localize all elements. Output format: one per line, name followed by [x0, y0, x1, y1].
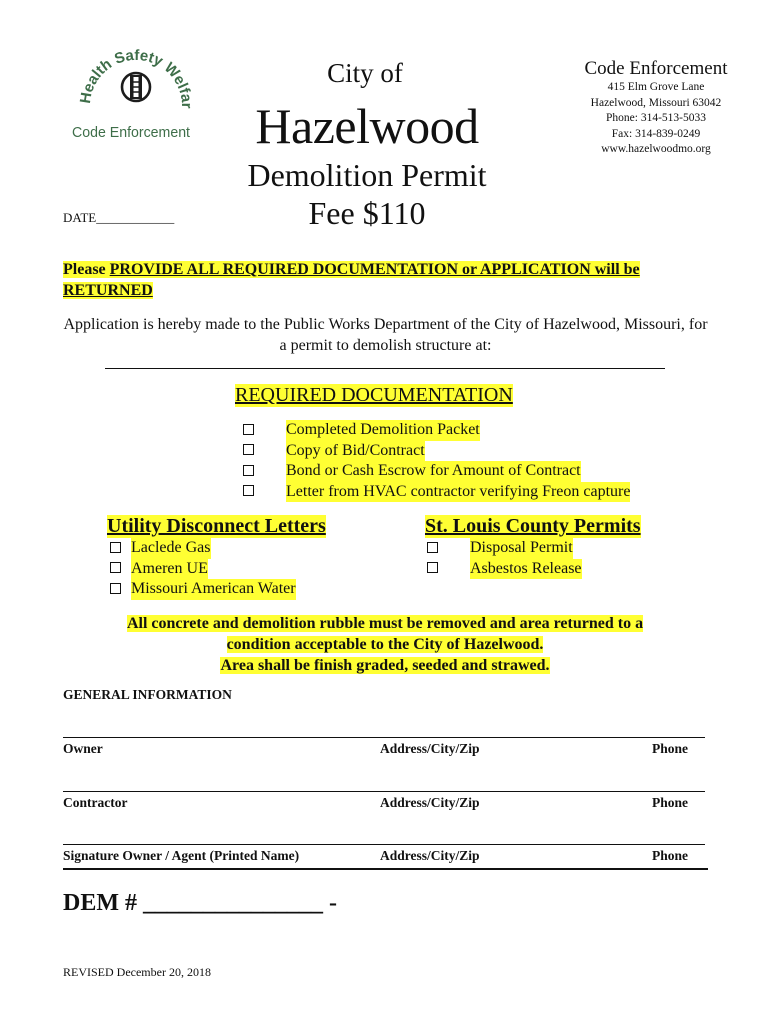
- checkbox-icon[interactable]: [243, 485, 254, 496]
- permit-title: Demolition Permit: [247, 157, 487, 193]
- checkbox-icon[interactable]: [110, 583, 121, 594]
- checkbox-icon[interactable]: [243, 465, 254, 476]
- contractor-label: Contractor: [63, 795, 128, 810]
- signature-label: Signature Owner / Agent (Printed Name): [63, 848, 300, 863]
- checkbox-icon[interactable]: [243, 424, 254, 435]
- utility-disconnect-list: [110, 538, 296, 600]
- revision-date: REVISED December 20, 2018: [63, 965, 211, 979]
- owner-entry-line[interactable]: [63, 737, 705, 738]
- rubble-line-1: All concrete and demolition rubble must be removed and area returned to a: [126, 615, 644, 632]
- signature-address-label: Address/City/Zip: [380, 848, 480, 863]
- required-documentation-title: REQUIRED DOCUMENTATION: [235, 384, 513, 406]
- contractor-address-label: Address/City/Zip: [380, 795, 480, 810]
- signature-entry-line[interactable]: [63, 844, 705, 845]
- owner-address-label: Address/City/Zip: [380, 741, 480, 756]
- checkbox-icon[interactable]: [427, 542, 438, 553]
- notice-emphasis: PROVIDE ALL REQUIRED DOCUMENTATION or APPLICATION will be RETURNED: [63, 261, 640, 299]
- doc-item-label: Letter from HVAC contractor verifying Freon capture: [286, 482, 630, 503]
- date-field[interactable]: DATE____________: [63, 210, 175, 225]
- required-documentation-list: [243, 420, 630, 502]
- checkbox-icon[interactable]: [427, 562, 438, 573]
- list-item: [110, 579, 296, 600]
- county-item-label: Disposal Permit: [470, 538, 573, 559]
- checkbox-icon[interactable]: [110, 542, 121, 553]
- doc-item-label: Bond or Cash Escrow for Amount of Contract: [286, 461, 581, 482]
- list-item: [243, 441, 630, 462]
- city-name: Hazelwood: [255, 98, 479, 154]
- list-item: [110, 538, 296, 559]
- contact-address1: 415 Elm Grove Lane: [607, 81, 705, 93]
- owner-phone-label: Phone: [652, 741, 689, 756]
- checkbox-icon[interactable]: [110, 562, 121, 573]
- county-permits-title: St. Louis County Permits: [425, 515, 641, 537]
- signature-phone-label: Phone: [652, 848, 689, 863]
- contractor-entry-line[interactable]: [63, 791, 705, 792]
- list-item: [243, 420, 630, 441]
- code-enforcement-logo: [70, 40, 200, 145]
- contact-phone: Phone: 314-513-5033: [606, 112, 706, 124]
- county-permits-list: [427, 538, 582, 579]
- utility-disconnect-title: Utility Disconnect Letters: [107, 515, 326, 537]
- doc-item-label: Copy of Bid/Contract: [286, 441, 425, 462]
- contact-block: [570, 58, 742, 158]
- rubble-line-2: condition acceptable to the City of Hazelwood.: [226, 636, 544, 653]
- application-statement: Application is hereby made to the Public Works Department of the City of Hazelwood, Missouri, for a permit to demolish structure at:: [63, 316, 708, 354]
- list-item: [243, 461, 630, 482]
- list-item: [243, 482, 630, 503]
- rubble-removal-notice: [60, 613, 710, 676]
- owner-label: Owner: [63, 741, 103, 756]
- rubble-line-3: Area shall be finish graded, seeded and strawed.: [220, 657, 550, 674]
- contact-website: www.hazelwoodmo.org: [601, 143, 711, 155]
- notice-prefix: Please: [63, 261, 110, 278]
- city-of-label: City of: [327, 58, 403, 88]
- logo-emblem-icon: [70, 40, 200, 145]
- doc-item-label: Completed Demolition Packet: [286, 420, 480, 441]
- utility-item-label: Laclede Gas: [131, 538, 211, 559]
- logo-arc-text: Health Safety Welfar: [76, 46, 196, 109]
- dem-number-field[interactable]: DEM # _______________ -: [63, 890, 337, 916]
- permit-fee: Fee $110: [308, 195, 426, 231]
- documentation-notice: [63, 259, 713, 301]
- contact-department: Code Enforcement: [584, 58, 728, 79]
- structure-address-line[interactable]: [105, 368, 665, 369]
- utility-item-label: Ameren UE: [131, 559, 208, 580]
- contact-fax: Fax: 314-839-0249: [611, 127, 701, 140]
- contact-address2: Hazelwood, Missouri 63042: [590, 96, 722, 109]
- list-item: [427, 538, 582, 559]
- list-item: [427, 559, 582, 580]
- utility-item-label: Missouri American Water: [131, 579, 296, 600]
- county-item-label: Asbestos Release: [470, 559, 582, 580]
- contractor-phone-label: Phone: [652, 795, 689, 810]
- section-divider: [63, 868, 708, 870]
- general-information-title: GENERAL INFORMATION: [63, 687, 232, 702]
- checkbox-icon[interactable]: [243, 444, 254, 455]
- logo-caption: Code Enforcement: [72, 124, 191, 141]
- list-item: [110, 559, 296, 580]
